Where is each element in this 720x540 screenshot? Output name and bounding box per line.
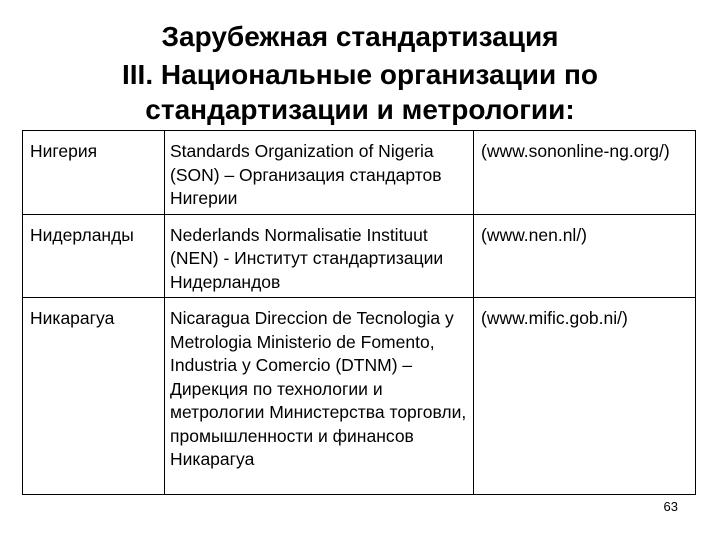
organizations-table-container <box>22 130 695 495</box>
slide-subtitle-line-1: III. Национальные организации по <box>122 59 598 90</box>
table-row-nigeria <box>23 131 696 215</box>
page-number: 63 <box>663 499 678 514</box>
organization-cell: Nicaragua Direccion de Tecnologia y Metrologia Ministerio de Fomento, Industria y Comercio (DTNM) – Дирекция по технологии и метрологии Министерства торговли, промышленности и финансов Никарагуа <box>165 298 474 495</box>
slide-subtitle-line-2: стандартизации и метрологии: <box>145 94 575 125</box>
website-cell: (www.mific.gob.ni/) <box>474 298 696 495</box>
table-row-nicaragua <box>23 298 696 495</box>
website-cell: (www.nen.nl/) <box>474 214 696 298</box>
country-cell: Нигерия <box>23 131 165 215</box>
table-row-netherlands <box>23 214 696 298</box>
website-cell: (www.sononline-ng.org/) <box>474 131 696 215</box>
organization-cell: Standards Organization of Nigeria (SON) – Организация стандартов Нигерии <box>165 131 474 215</box>
slide-title: Зарубежная стандартизация <box>161 21 559 52</box>
country-cell: Нидерланды <box>23 214 165 298</box>
organization-cell: Nederlands Normalisatie Instituut (NEN) - Институт стандартизации Нидерландов <box>165 214 474 298</box>
organizations-table <box>22 130 696 495</box>
country-cell: Никарагуа <box>23 298 165 495</box>
